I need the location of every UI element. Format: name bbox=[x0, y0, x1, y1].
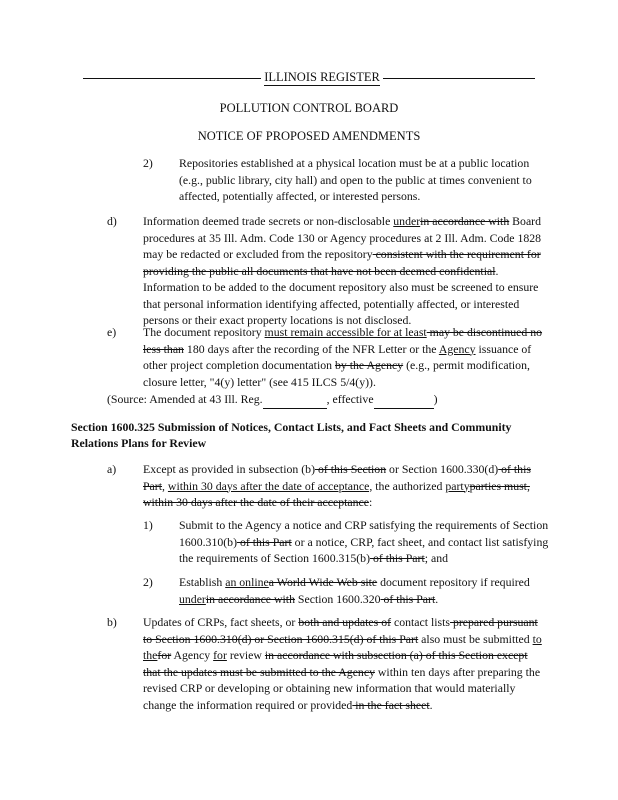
source-note: (Source: Amended at 43 Ill. Reg. , effective ) bbox=[107, 391, 547, 409]
item-b-label: b) bbox=[107, 615, 117, 629]
register-title: ILLINOIS REGISTER bbox=[264, 70, 380, 84]
item-a1-label: 1) bbox=[143, 518, 153, 532]
item-e-label: e) bbox=[107, 325, 117, 339]
item-a-text: Except as provided in subsection (b) of this Section or Section 1600.330(d) of this Part, within 30 days after the date of acceptance, the authorized partyparties must, within 30 days after the date of their acceptance: bbox=[143, 462, 531, 509]
item-d-label: d) bbox=[107, 214, 117, 228]
item-d-text: Information deemed trade secrets or non-disclosable underin accordance with Board procedures at 35 Ill. Adm. Code 130 or Agency procedures at 2 Ill. Adm. Code 1828 may be redacted or excluded from the repository consistent with the requirement for providing the public all documents that have not been deemed confidential. Information to be added to the document repository also must be screened to ensure that personal information identifying affected, potentially affected, or interested persons or their exact property locations is not disclosed. bbox=[143, 214, 542, 327]
item-e-text: The document repository must remain accessible for at least may be discontinued no less than 180 days after the recording of the NFR Letter or the Agency issuance of other project completion documentation by the Agency (e.g., permit modification, closure letter, "4(y) letter" (see 415 ILCS 5/4(y)). bbox=[143, 325, 543, 389]
header-rule-right bbox=[383, 78, 535, 79]
section-heading: Section 1600.325 Submission of Notices, Contact Lists, and Fact Sheets and Community Relations Plans for Review bbox=[71, 420, 512, 450]
notice-title: NOTICE OF PROPOSED AMENDMENTS bbox=[197, 129, 421, 143]
item-a-label: a) bbox=[107, 462, 117, 476]
board-title: POLLUTION CONTROL BOARD bbox=[219, 101, 399, 115]
item-a1-text: Submit to the Agency a notice and CRP satisfying the requirements of Section 1600.310(b) of this Part or a notice, CRP, fact sheet, and contact list satisfying the requirements of Section 1600.315(b) of this Part; and bbox=[179, 518, 549, 565]
item-b-text: Updates of CRPs, fact sheets, or both and updates of contact lists prepared pursuant to Section 1600.310(d) or Section 1600.315(d) of this Part also must be submitted to thefor Agency for review in accordance with subsection (a) of this Section except that the updates must be submitted to the Agency within ten days after preparing the revised CRP or developing or obtaining new information that would materially change the information required or provided in the fact sheet. bbox=[143, 615, 542, 712]
item-a2-label: 2) bbox=[143, 575, 153, 589]
item-2-label: 2) bbox=[143, 156, 153, 170]
register-header bbox=[0, 70, 618, 85]
reg-blank bbox=[263, 391, 327, 409]
header-rule-left bbox=[83, 78, 261, 79]
effective-blank bbox=[374, 391, 434, 409]
item-a2-text: Establish an onlinea World Wide Web site document repository if required underin accordance with Section 1600.320 of this Part. bbox=[179, 575, 530, 606]
item-2-text: Repositories established at a physical location must be at a public location (e.g., public library, city hall) and open to the public at times convenient to affected, potentially affected, or interested persons. bbox=[179, 156, 532, 203]
